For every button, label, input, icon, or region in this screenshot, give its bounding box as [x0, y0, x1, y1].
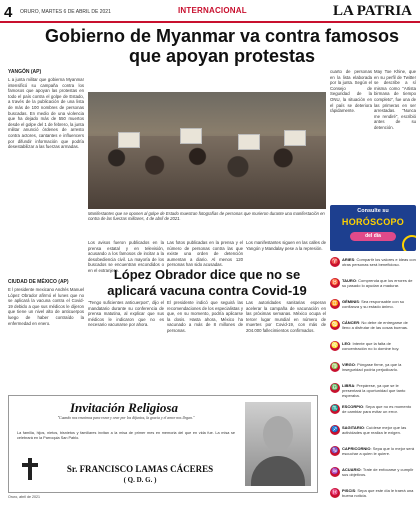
zodiac-sign-icon: ♈ [331, 259, 339, 265]
horoscope-entry [330, 299, 416, 319]
zodiac-sign-icon: ♋ [331, 322, 339, 328]
horoscope-sign-text: Sea responsable con su confianza y su estado ánimo. [342, 299, 405, 309]
cross-icon [21, 458, 39, 480]
horoscope-sign-name: CAPRICORNIO [342, 446, 371, 451]
mexico-col-6-text: México ocupa el tercer lugar mundial en número de muertes por Covid-19, con más de 204.000 fallecimientos confirmados. [246, 311, 326, 333]
horoscope-text: PISCIS: Sepa que este día le traerá una buena noticia. [342, 488, 414, 498]
zodiac-sign-icon: ♓ [331, 490, 339, 496]
obituary-portrait [245, 402, 311, 486]
mexico-col-1-text: E l presidente mexicano Andrés Manuel López Obrador afirmó el lunes que no se aplicará la vacuna contra el Covid-19 debido a que sus médicos le dijeron que tiene un nivel alto de anticuerpos luego de haber contraído la enfermedad en enero. [8, 287, 84, 326]
zodiac-sign-icon: ♍ [331, 364, 339, 370]
horoscope-sign-text: Trate de enfocarse y cumplir sus objetivos. [342, 467, 414, 477]
header-rule [0, 21, 420, 23]
mexico-col-2-text: "Tengo suficientes anticuerpos", dijo el mandatario durante su conferencia de prensa matutina, al explicar que sus médicos le indicaron que no es necesario vacunarse por ahora. [88, 300, 164, 328]
horoscope-sign-text: Prepárese, ya que se le presentará la oportunidad que tanto esperaba. [342, 383, 406, 398]
protest-sign [180, 128, 202, 144]
myanmar-col-1 [8, 77, 84, 217]
horoscope-sign-name: LIBRA [342, 383, 355, 388]
protest-photo [88, 92, 326, 209]
horoscope-entry [330, 320, 416, 340]
mexico-col-4-text: Hasta ahora, México ha vacunado a más de 8 millones de personas. [167, 316, 243, 333]
horoscope-sign-text: Compartir los valores e ideas con otras personas será beneficioso. [342, 257, 416, 267]
obituary-footnote: Oruro, abril de 2021 [8, 495, 40, 499]
myanmar-col-4-text: Los manifestantes siguen en las calles de Yangón y Mandalay pese a la represión. [246, 240, 326, 251]
zodiac-sign-icon: ♐ [331, 427, 339, 433]
horoscope-ad-subtitle: del día [350, 232, 396, 241]
headline-myanmar: Gobierno de Myanmar va contra famosos que apoyan protestas [44, 26, 400, 66]
zodiac-sign-icon: ♊ [331, 301, 339, 307]
horoscope-entry [330, 446, 416, 466]
myanmar-col-2-text: Los avisos fueron publicados en la prensa estatal y en televisión, acusando a los famosos de incitar a la desobediencia civil. La mayoría de los buscados se encuentran escondidos o en el extranjero. [88, 240, 164, 273]
headline-lopez-obrador: López Obrador dice que no se aplicará vacuna contra Covid-19 [107, 267, 307, 298]
horoscope-entry [330, 383, 416, 403]
horoscope-entry [330, 488, 416, 508]
horoscope-sign-text: Póngase firme, ya que la inseguridad podría perjudicarlo. [342, 362, 402, 372]
zodiac-wheel-icon [402, 235, 416, 251]
page-number: 4 [4, 4, 13, 21]
horoscope-sign-name: ACUARIO [342, 467, 361, 472]
protest-sign [238, 134, 260, 150]
obituary-body: La familia, hijos, nietos, bisnietos y familiares invitan a la misa de primer mes en memoria del que en vida fue. La misa se celebrará en la Parroquia San Pablo. [17, 431, 235, 440]
horoscope-text: LIBRA: Prepárese, ya que se le presentará la oportunidad que tanto esperaba. [342, 383, 406, 398]
horoscope-sign-name: LEO [342, 341, 351, 346]
header-date: ORURO, MARTES 6 DE ABRIL DE 2021 [20, 9, 111, 15]
protest-sign [284, 130, 306, 146]
myanmar-col-1-text: L a junta militar que gobierna Myanmar intensificó su campaña contra los famosos que apoyan las protestas en todo el país contra el golpe de Estado, a través de la publicación de una lista de más de 100 nombres de personas buscadas. En medio de una violencia que ha dejado más de 550 muertos desde el golpe del 1 de febrero, la junta militar anunció órdenes de arresto contra actores, cantantes e influencers por difundir información que podría desestabilizar a las fuerzas armadas. [8, 77, 84, 150]
myanmar-col-7-text: May Toe Khine, que en su perfil de Twitter se describe a sí misma como "Artista birmana de tiempo completo", fue una de las primeras en ser arrestadas. "Nunca me rendiré", escribió antes de su detención. [374, 69, 416, 130]
mexico-col-1 [8, 287, 84, 391]
horoscope-text: ESCORPIO: Sepa que no es momento de cambiar para evitar un error. [342, 404, 412, 414]
horoscope-text: TAURO: Comprenda que los errores de su pasado lo ayudan a madurar. [342, 278, 413, 288]
horoscope-text: ARIES: Compartir los valores e ideas con otras personas será beneficioso. [342, 257, 416, 267]
horoscope-sign-text: No debe de entregarse de lleno a disfrutar de las cosas buenas. [342, 320, 409, 330]
horoscope-text: SAGITARIO: Cuídese mejor que las actividades que realiza le exigen. [342, 425, 407, 435]
mexico-col-3-text: El presidente indicó que seguirá las recomendaciones de los especialistas y que, en su momento, podría aplicarse la dosis. [167, 300, 243, 322]
mexico-col-5 [246, 300, 326, 391]
myanmar-col-3-text: Las fotos publicadas en la prensa y el número de personas contra las que existe una orden de detención aumentan a diario. Al menos 120 personas han sido acusadas. [167, 240, 243, 268]
photo-caption: Manifestantes que se oponen al golpe de Estado muestran fotografías de personas que murieron durante una manifestación en contra de las fuerzas militares, 4 de abril de 2021. [88, 211, 325, 222]
horoscope-sign-name: CÁNCER [342, 320, 360, 325]
obituary-title: Invitación Religiosa [70, 400, 178, 415]
zodiac-sign-icon: ♎ [331, 385, 339, 391]
horoscope-entry [330, 404, 416, 424]
horoscope-sign-text: Sepa que este día le traerá una buena noticia. [342, 488, 414, 498]
zodiac-sign-icon: ♑ [331, 448, 339, 454]
portrait-face [263, 416, 293, 452]
horoscope-sign-text: Cuídese mejor que las actividades que realiza le exigen. [342, 425, 407, 435]
section-title: INTERNACIONAL [178, 6, 247, 15]
zodiac-sign-icon: ♏ [331, 406, 339, 412]
byline-mexico: CIUDAD DE MÉXICO (AP) [8, 279, 69, 285]
horoscope-sign-name: SAGITARIO [342, 425, 364, 430]
horoscope-sign-name: TAURO [342, 278, 356, 283]
horoscope-ad[interactable] [330, 205, 416, 251]
horoscope-text: CÁNCER: No debe de entregarse de lleno a disfrutar de las cosas buenas. [342, 320, 409, 330]
horoscope-sign-name: GÉMINIS [342, 299, 359, 304]
obituary-verse: "Cuando nos reunimos para rezar y orar por los difuntos, la gracia y el amor nos llegan." [57, 416, 195, 420]
portrait-shoulders [251, 456, 305, 486]
horoscope-sign-text: Intente que la falta de concentración no lo domine hoy. [342, 341, 400, 351]
horoscope-sign-name: ARIES [342, 257, 355, 262]
newspaper-logo: LA PATRIA [332, 3, 412, 19]
horoscope-entry [330, 425, 416, 445]
horoscope-sign-text: Sepa que lo mejor será escuchar a quien le quiere. [342, 446, 415, 456]
horoscope-sign-text: Comprenda que los errores de su pasado lo ayudan a madurar. [342, 278, 413, 288]
horoscope-text: LEO: Intente que la falta de concentración no lo domine hoy. [342, 341, 400, 351]
horoscope-text: VIRGO: Póngase firme, ya que la inseguridad podría perjudicarlo. [342, 362, 402, 372]
horoscope-ad-title: HORÓSCOPO [341, 217, 405, 227]
horoscope-text: GÉMINIS: Sea responsable con su confianza y su estado ánimo. [342, 299, 405, 309]
mexico-col-5-text: Las autoridades sanitarias esperan acelerar la campaña de vacunación en las próximas semanas. [246, 300, 326, 317]
horoscope-sign-name: ESCORPIO [342, 404, 364, 409]
zodiac-sign-icon: ♌ [331, 343, 339, 349]
obituary-notice [8, 395, 318, 493]
horoscope-sign-name: VIRGO [342, 362, 355, 367]
mexico-col-2 [88, 300, 164, 391]
horoscope-text: CAPRICORNIO: Sepa que lo mejor será escuchar a quien le quiere. [342, 446, 415, 456]
page-header [0, 0, 420, 24]
obituary-qdg: ( Q. D. G. ) [123, 476, 157, 484]
horoscope-entry [330, 467, 416, 487]
mexico-col-3 [167, 300, 243, 391]
horoscope-ad-kicker: Consulte su [357, 208, 389, 214]
horoscope-sign-text: Sepa que no es momento de cambiar para evitar un error. [342, 404, 412, 414]
myanmar-col-7 [374, 69, 416, 195]
byline-myanmar: YANGÓN (AP) [8, 69, 42, 75]
zodiac-sign-icon: ♉ [331, 280, 339, 286]
zodiac-sign-icon: ♒ [331, 469, 339, 475]
myanmar-col-5 [330, 69, 372, 195]
protest-sign [118, 132, 140, 148]
horoscope-text: ACUARIO: Trate de enfocarse y cumplir sus objetivos. [342, 467, 414, 477]
obituary-name: Sr. FRANCISCO LAMAS CÁCERES [66, 464, 214, 474]
horoscope-entry [330, 341, 416, 361]
horoscope-sign-name: PISCIS [342, 488, 356, 493]
horoscope-entry [330, 257, 416, 277]
myanmar-col-5-text: cuarto de personas en la lista elaborada por la junta. Según el Consejo de Seguridad de la ONU, la situación en el país se deteriora rápidamente. [330, 69, 372, 114]
horoscope-entry [330, 278, 416, 298]
horoscope-entry [330, 362, 416, 382]
